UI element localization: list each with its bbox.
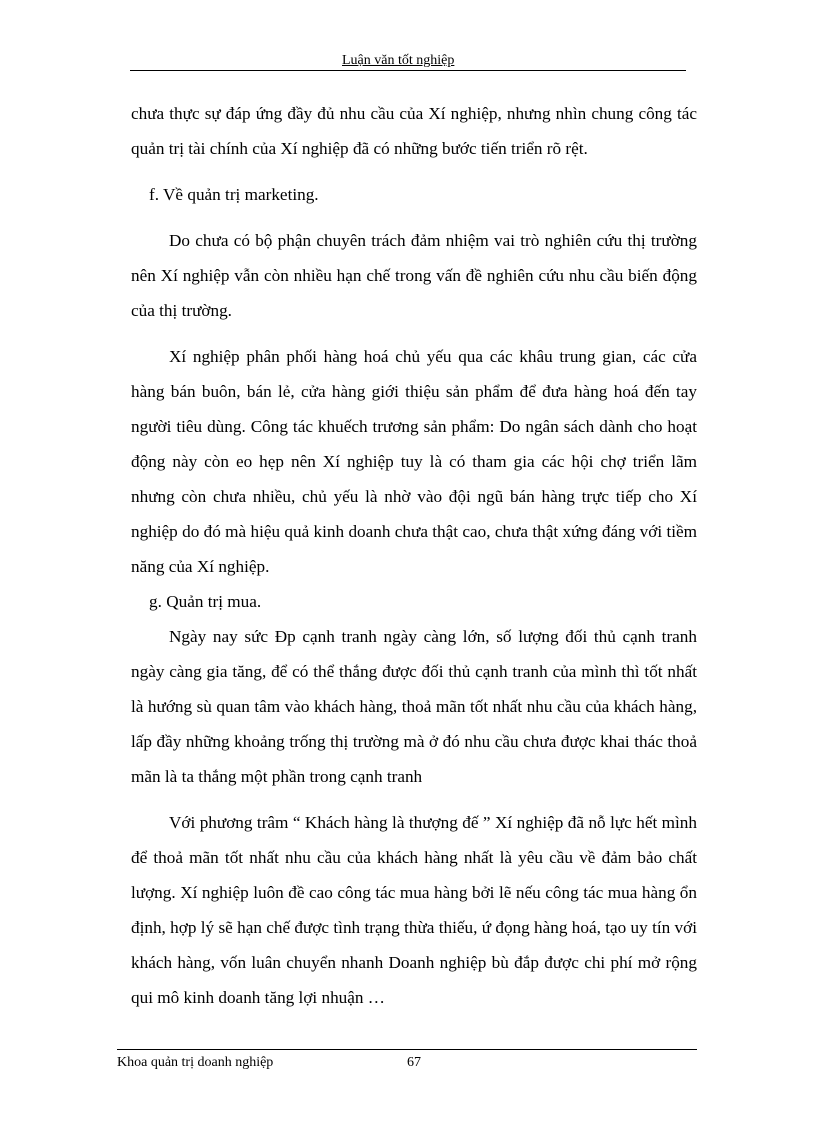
paragraph-marketing-research: Do chưa có bộ phận chuyên trách đảm nhiệm vai trò nghiên cứu thị trường nên Xí nghiệp vẫn còn nhiều hạn chế trong vấn đề nghiên cứu nhu cầu biến động của thị trường. — [131, 231, 697, 320]
footer-department: Khoa quản trị doanh nghiệp — [117, 1055, 274, 1070]
paragraph-customer-motto: Với phương trâm “ Khách hàng là thượng đế ” Xí nghiệp đã nỗ lực hết mình để thoả mãn tốt nhất nhu cầu của khách hàng nhất là yêu cầu về đảm bảo chất lượng. Xí nghiệp luôn đề cao công tác mua hàng bởi lẽ nếu công tác mua hàng ổn định, hợp lý sẽ hạn chế được tình trạng thừa thiếu, ứ đọng hàng hoá, tạo uy tín với khách hàng, vốn luân chuyển nhanh Doanh nghiệp bù đắp được chi phí mở rộng qui mô kinh doanh tăng lợi nhuận … — [131, 813, 697, 1007]
header-title: Luận văn tốt nghiệp — [342, 53, 455, 68]
page-header — [130, 52, 686, 71]
page-footer — [117, 1049, 697, 1076]
section-heading-marketing: f. Về quản trị marketing. — [149, 185, 319, 204]
paragraph-continuation: chưa thực sự đáp ứng đầy đủ nhu cầu của Xí nghiệp, nhưng nhìn chung công tác quản trị tài chính của Xí nghiệp đã có những bước tiến triển rõ rệt. — [131, 104, 697, 158]
paragraph-distribution: Xí nghiệp phân phối hàng hoá chủ yếu qua các khâu trung gian, các cửa hàng bán buôn, bán lẻ, cửa hàng giới thiệu sản phẩm để đưa hàng hoá đến tay người tiêu dùng. Công tác khuếch trương sản phẩm: Do ngân sách dành cho hoạt động này còn eo hẹp nên Xí nghiệp tuy là có tham gia các hội chợ triển lãm nhưng còn chưa nhiều, chủ yếu là nhờ vào đội ngũ bán hàng trực tiếp cho Xí nghiệp do đó mà hiệu quả kinh doanh chưa thật cao, chưa thật xứng đáng với tiềm năng của Xí nghiệp. — [131, 347, 697, 576]
paragraph-competition: Ngày nay sức Đp cạnh tranh ngày càng lớn, số lượng đối thủ cạnh tranh ngày càng gia tăng, để có thể thắng được đối thủ cạnh tranh của mình thì tốt nhất là hướng sù quan tâm vào khách hàng, thoả mãn tốt nhất nhu cầu của khách hàng, lấp đầy những khoảng trống thị trường mà ở đó nhu cầu chưa được khai thác thoả mãn là ta thắng một phần trong cạnh tranh — [131, 627, 697, 786]
document-body — [131, 96, 697, 1015]
section-heading-purchasing: g. Quản trị mua. — [149, 592, 262, 611]
page-number: 67 — [407, 1055, 421, 1070]
